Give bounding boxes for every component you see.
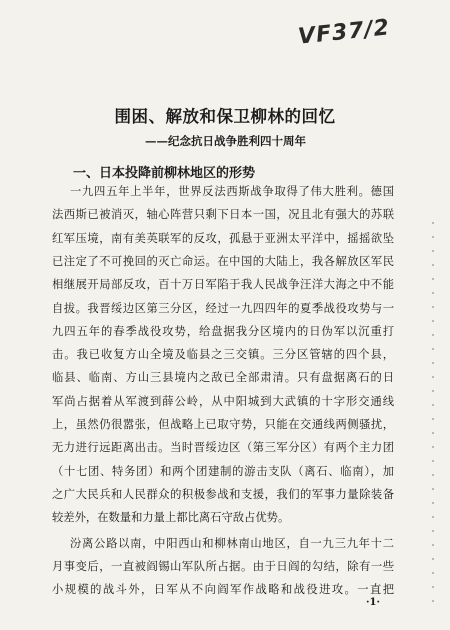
handwritten-catalog-number: VF37/2: [296, 15, 392, 50]
paragraph-line: 相继展开局部反攻，百十万日军陷于我人民战争汪洋大海之中不能: [52, 278, 394, 292]
paragraph-line: 军尚占据着从军渡到薛公岭，从中阳城到大武镇的十字形交通线: [52, 394, 394, 408]
document-title: 围困、解放和保卫柳林的回忆: [114, 107, 336, 126]
paragraph-line: 上，虽然仍很嚣张，但战略上已取守势，只能在交通线两侧骚扰，: [52, 418, 394, 431]
section-heading: 一、日本投降前柳林地区的形势: [73, 166, 256, 181]
paragraph-line: 自拔。我晋绥边区第三分区，经过一九四四年的夏季战役攻势与一: [52, 301, 394, 315]
paragraph-line: 已注定了不可挽回的灭亡命运。在中国的大陆上，我各解放区军民: [52, 254, 394, 268]
paragraph-line: 无力进行远距离出击。当时晋绥边区（第三军分区）有两个主力团: [52, 441, 394, 455]
paragraph-line: 法西斯已被消灭，轴心阵营只剩下日本一国，况且北有强大的苏联: [52, 208, 394, 222]
document-subtitle: ——纪念抗日战争胜利四十周年: [145, 134, 306, 148]
page-number: ·1·: [366, 597, 380, 608]
paragraph-line: 红军压境，南有美英联军的反攻，孤悬于亚洲太平洋中，摇摇欲坠: [52, 231, 394, 245]
paragraph-line: 击。我已收复方山全境及临县之三交镇。三分区管辖的四个县，: [52, 348, 394, 362]
paragraph-line: 一九四五年上半年，世界反法西斯战争取得了伟大胜利。德国: [70, 185, 394, 198]
paragraph-line: 小规模的战斗外，日军从不向阎军作战略和战役进攻。一直把: [52, 583, 394, 597]
paragraph-line: 较差外，在数量和力量上都比离石守敌占优势。: [52, 511, 290, 525]
paragraph-line: 汾离公路以南，中阳西山和柳林南山地区，自一九三九年十二: [70, 536, 394, 550]
paragraph-line: 之广大民兵和人民群众的积极参战和支援，我们的军事力量除装备: [52, 487, 394, 501]
paragraph-line: 九四五年的春季战役攻势，给盘据我分区境内的日伪军以沉重打: [52, 324, 394, 338]
paragraph-line: 临县、临南、方山三县境内之敌已全部肃清。只有盘据离石的日: [52, 371, 394, 385]
binding-edge-marks: [432, 222, 434, 612]
paragraph-line: （十七团、特务团）和两个团建制的游击支队（离石、临南），加: [52, 464, 394, 478]
paragraph-line: 月事变后，一直被阎锡山军队所占据。由于日阎的勾结，除有一些: [52, 559, 394, 573]
